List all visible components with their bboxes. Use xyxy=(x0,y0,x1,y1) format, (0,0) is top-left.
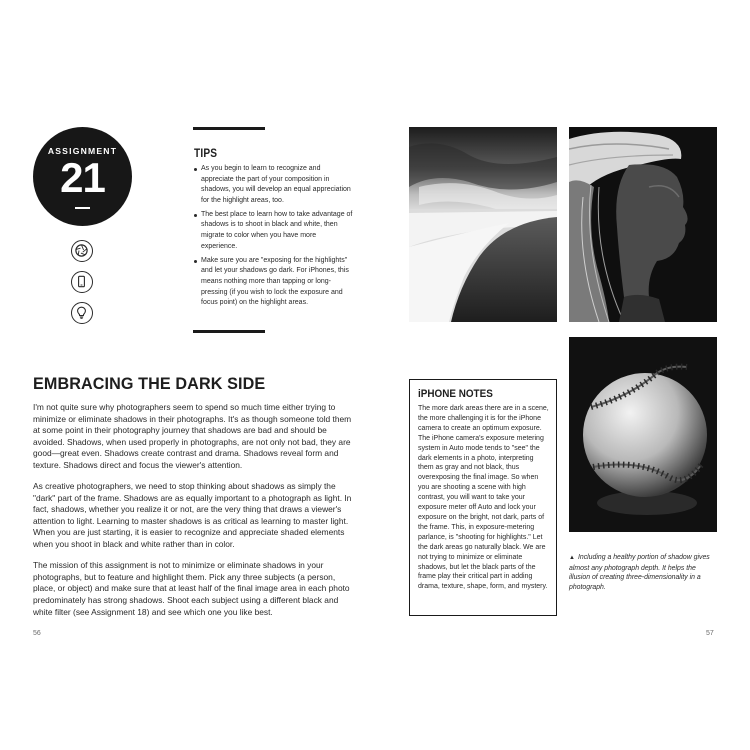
caption-text: Including a healthy portion of shadow gives almost any photograph depth. It helps the illusion of creating three-dimensionality in a photograph. xyxy=(569,554,710,591)
tip-item: As you begin to learn to recognize and appreciate the part of your composition in shadows, you will develop an equal appreciation for the highlight areas, too. xyxy=(194,164,354,206)
tips-bottom-rule xyxy=(193,330,265,333)
assignment-number: 21 xyxy=(60,154,105,201)
assignment-label: ASSIGNMENT xyxy=(47,146,118,156)
tips-top-rule xyxy=(193,127,265,130)
caption-triangle-icon: ▲ xyxy=(569,555,575,561)
tip-item: The best place to learn how to take advantage of shadows is to shoot in black and white, then migrate to color when you have more experience. xyxy=(194,210,354,252)
assignment-badge xyxy=(33,127,132,226)
page-number-right: 57 xyxy=(706,630,714,637)
photo-sand-dune xyxy=(409,127,557,322)
section-heading: EMBRACING THE DARK SIDE xyxy=(33,375,266,393)
iphone-notes-box xyxy=(409,379,557,616)
page-number-left: 56 xyxy=(33,630,41,637)
tips-list xyxy=(194,164,354,312)
notes-title: iPHONE NOTES xyxy=(418,388,493,400)
photo-baseball xyxy=(569,337,717,532)
tips-title: TIPS xyxy=(194,148,218,160)
body-paragraph: As creative photographers, we need to stop thinking about shadows as simply the "dark" part of the frame. Shadows are as equally important to a photograph as light. In fact, shadows, whether you realize it or not, are the very thing that draws a viewer's attention to light. Learning to master shadows is as critical as learning to master light. When you are just starting, it is easier to recognize and appreciate shaded elements when you shoot in black and white rather than in color. xyxy=(33,481,352,550)
photo-caption xyxy=(569,553,717,592)
tip-item: Make sure you are "exposing for the highlights" and let your shadows go dark. For iPhones, this means nothing more than tapping or long-pressing (if you wish to lock the exposure and focus point) on the highlight areas. xyxy=(194,256,354,309)
body-text xyxy=(33,402,353,628)
phone-icon xyxy=(71,271,93,293)
notes-text: The more dark areas there are in a scene, the more challenging it is for the iPhone camera to create an optimum exposure. The iPhone camera's exposure metering system in Auto mode tends to "see" the dark elements in a photo, interpreting them as gray and not black, thus overexposing the final image. So when you are shooting a scene with high contrast, you will want to take your exposure meter off Auto and lock your exposure on the bright, not dark, parts of the frame. This, in exposure-metering parlance, is "shooting for highlights." Let the dark areas go naturally black. We are not trying to minimize or eliminate shadows, but let the black parts of the frame play their critical part in adding drama, texture, shape, form, and mystery. xyxy=(418,405,549,591)
lightbulb-icon xyxy=(71,302,93,324)
photo-portrait xyxy=(569,127,717,322)
badge-divider xyxy=(75,207,90,209)
aperture-icon xyxy=(71,240,93,262)
body-paragraph: The mission of this assignment is not to minimize or eliminate shadows in your photographs, but to feature and highlight them. Pick any three subjects (a person, place, or object) and make sure that at least half of the final image area in each photo predominately has strong shadows. Shoot each subject using a different black and white filter (see Assignment 18) and see which one you like best. xyxy=(33,560,350,617)
body-paragraph: I'm not quite sure why photographers seem to spend so much time either trying to minimize or eliminate shadows in their photographs. It's as though someone told them at some point in their photography journey that shadows are bad and should be avoided. Shadows, when used properly in photographs, are not only not bad, they are good—great even. Shadows create contrast and drama. Shadows reveal form and texture. Shadows direct and focus the viewer's attention. xyxy=(33,402,352,470)
